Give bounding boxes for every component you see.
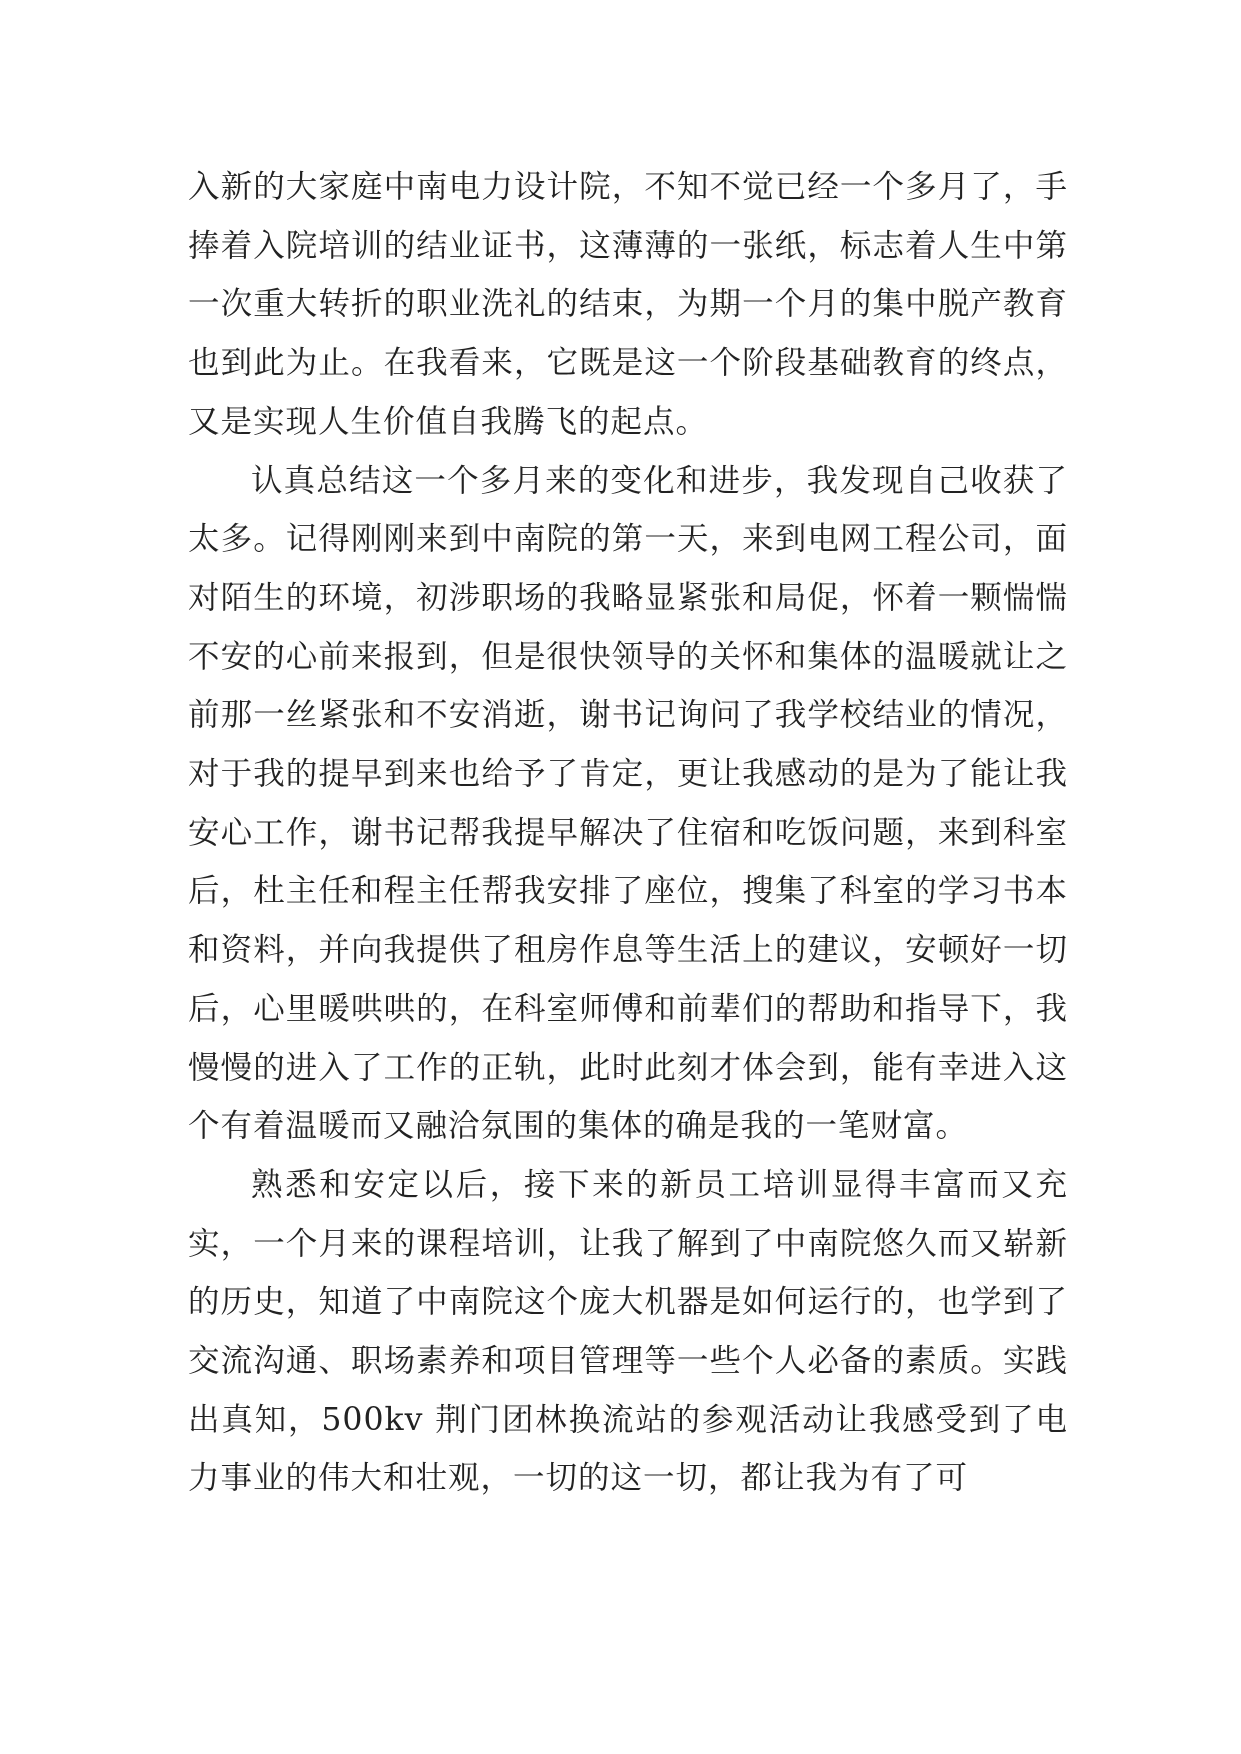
paragraph-1: 入新的大家庭中南电力设计院，不知不觉已经一个多月了，手捧着入院培训的结业证书，这薄薄的一张纸，标志着人生中第一次重大转折的职业洗礼的结束，为期一个月的集中脱产教育也到此为止。在我看来，它既是这一个阶段基础教育的终点，又是实现人生价值自我腾飞的起点。: [188, 169, 1068, 440]
document-body: [188, 158, 1068, 1508]
paragraph-2: 认真总结这一个多月来的变化和进步，我发现自己收获了太多。记得刚刚来到中南院的第一天，来到电网工程公司，面对陌生的环境，初涉职场的我略显紧张和局促，怀着一颗惴惴不安的心前来报到，但是很快领导的关怀和集体的温暖就让之前那一丝紧张和不安消逝，谢书记询问了我学校结业的情况，对于我的提早到来也给予了肯定，更让我感动的是为了能让我安心工作，谢书记帮我提早解决了住宿和吃饭问题，来到科室后，杜主任和程主任帮我安排了座位，搜集了科室的学习书本和资料，并向我提供了租房作息等生活上的建议，安顿好一切后，心里暖哄哄的，在科室师傅和前辈们的帮助和指导下，我慢慢的进入了工作的正轨，此时此刻才体会到，能有幸进入这个有着温暖而又融洽氛围的集体的确是我的一笔财富。: [188, 462, 1068, 1145]
paragraph-3: 熟悉和安定以后，接下来的新员工培训显得丰富而又充实，一个月来的课程培训，让我了解到了中南院悠久而又崭新的历史，知道了中南院这个庞大机器是如何运行的，也学到了交流沟通、职场素养和项目管理等一些个人必备的素质。实践出真知，500kv 荆门团林换流站的参观活动让我感受到了电力事业的伟大和壮观，一切的这一切，都让我为有了可: [188, 1166, 1068, 1497]
